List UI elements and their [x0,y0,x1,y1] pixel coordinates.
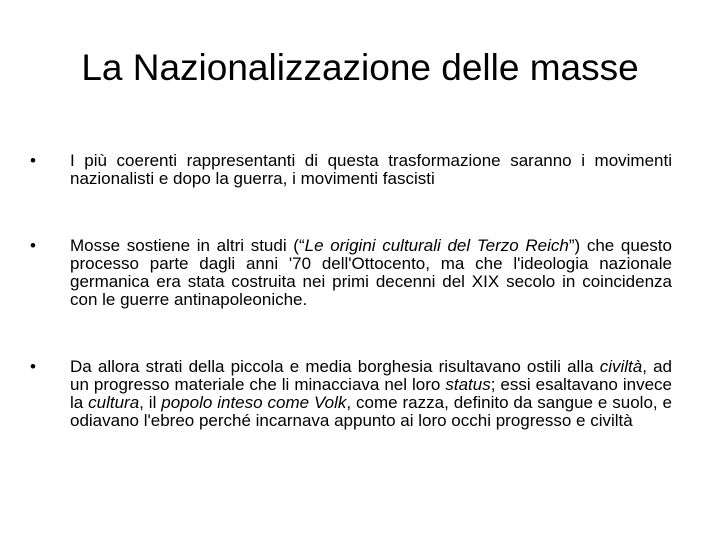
bullet-3-text-part-1: Da allora strati della piccola e media borghesia risultavano ostili alla [70,357,600,376]
bullet-3-text-part-5: , come razza, definito da sangue e suolo, e odiavano l'ebreo perché incarnava appunto ai loro occhi progresso e civiltà [70,393,672,430]
bullet-item-1 [30,152,672,188]
bullet-3-text-part-4: , il [139,393,162,412]
term-civilta: civiltà [599,357,643,376]
bullet-dot-icon: • [30,236,36,255]
bullet-3-text-part-2: , ad un progresso materiale che li minacciava nel loro [70,357,672,394]
bullet-3-text-part-3: ; essi esaltavano invece la [70,375,672,412]
term-popolo-volk: popolo inteso come Volk [161,393,347,412]
slide-title: La Nazionalizzazione delle masse [81,47,639,88]
bullet-2-text-part-1: Mosse sostiene in altri studi (“ [70,236,305,255]
term-status: status [445,375,491,394]
bullet-item-3 [30,358,672,430]
bullet-item-2 [30,237,672,309]
bullet-1-text: I più coerenti rappresentanti di questa trasformazione saranno i movimenti nazionalisti e dopo la guerra, i movimenti fascisti [70,151,672,188]
bullet-list [30,152,672,430]
bullet-dot-icon: • [30,151,36,170]
book-title: Le origini culturali del Terzo Reich [304,236,569,255]
bullet-2-text-part-2: ”) che questo processo parte dagli anni '70 dell'Ottocento, ma che l'ideologia nazionale germanica era stata costruita nei primi decenni del XIX secolo in coincidenza con le guerre antinapoleoniche. [70,236,672,309]
term-cultura: cultura [88,393,140,412]
bullet-dot-icon: • [30,357,36,376]
